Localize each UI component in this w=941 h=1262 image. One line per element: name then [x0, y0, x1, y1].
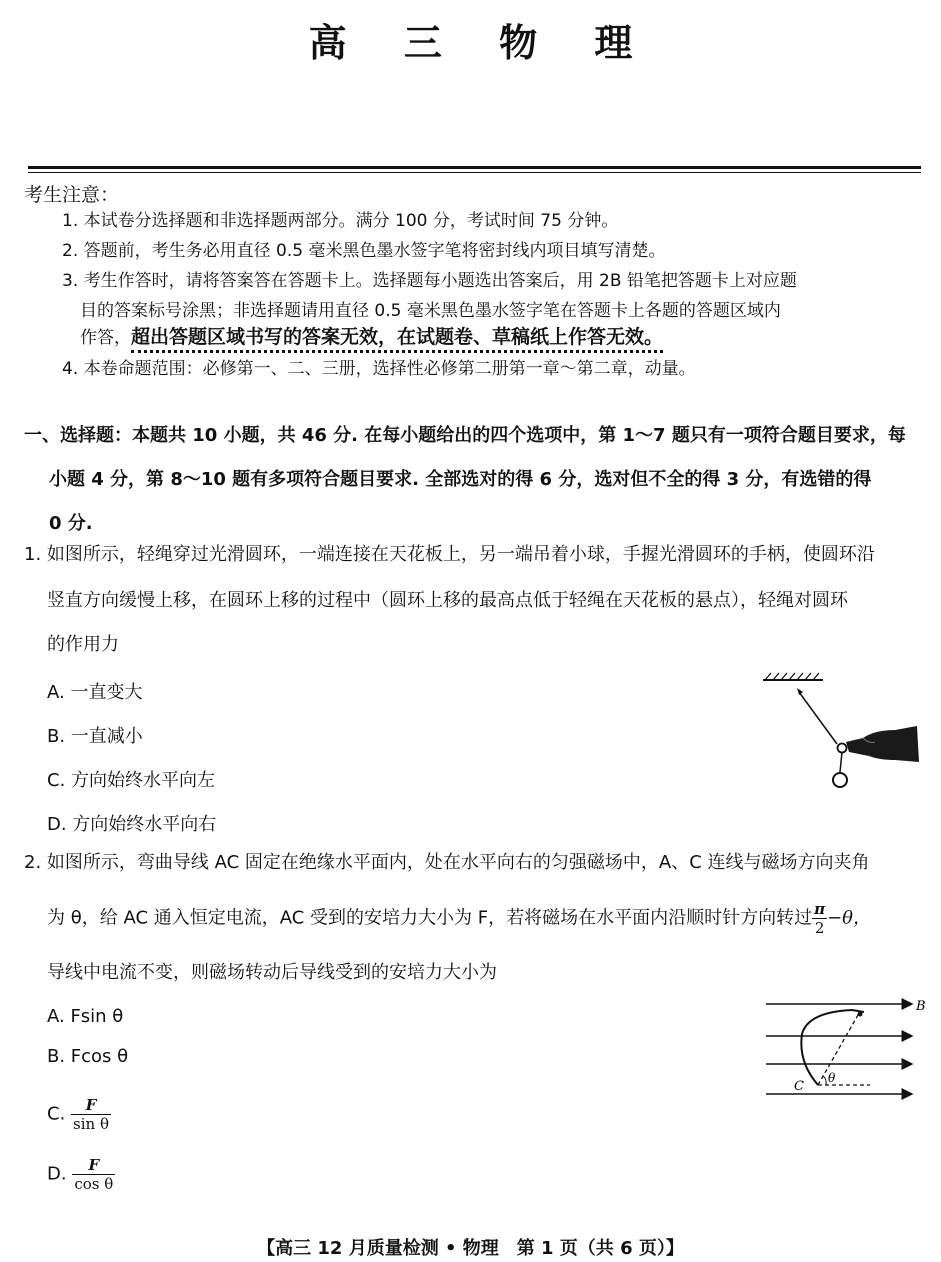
section-line-2: 小题 4 分，第 8～10 题有多项符合题目要求. 全部选对的得 6 分，选对但不全的得 3 分，有选错的得: [49, 469, 872, 490]
page-title: 高 三 物 理: [308, 20, 655, 65]
q2-stem-line-1-text: 2. 如图所示，弯曲导线 AC 固定在绝缘水平面内，处在水平向右的匀强磁场中，A、C 连线与磁场方向夹角: [24, 852, 870, 873]
q2-option-c-denominator: sin θ: [73, 1115, 109, 1133]
q2-stem-line-2-text: 为 θ，给 AC 通入恒定电流，AC 受到的安培力大小为 F，若将磁场在水平面内沿顺时针方向转过: [47, 907, 813, 929]
notice-item-3-cont: 目的答案标号涂黑；非选择题请用直径 0.5 毫米黑色墨水签字笔在答题卡上各题的答题区域内: [80, 301, 781, 321]
q1-stem-line-1: 1. 如图所示，轻绳穿过光滑圆环，一端连接在天花板上，另一端吊着小球，手握光滑圆环的手柄，使圆环沿: [24, 544, 875, 565]
q2-field-label-b: B: [916, 999, 926, 1014]
page-footer: 【高三 12 月质量检测 • 物理 第 1 页（共 6 页）】: [257, 1238, 684, 1259]
q2-option-d-numerator: F: [72, 1156, 115, 1175]
q2-option-d: [47, 1156, 115, 1193]
q2-figure: [760, 992, 935, 1107]
notice-item-3-prefix: 作答，: [80, 328, 131, 348]
q1-option-a: A. 一直变大: [47, 682, 143, 703]
q2-option-b: B. Fcos θ: [47, 1046, 129, 1067]
q2-stem-line-1: [24, 848, 870, 878]
q2-stem-line-2: [47, 900, 871, 937]
section-line-3: 0 分.: [49, 513, 93, 534]
notice-item-3-end: [80, 322, 930, 353]
q2-option-c-numerator: F: [71, 1096, 111, 1115]
q2-rotation-denominator: 2: [814, 919, 825, 937]
q1-option-c: C. 方向始终水平向左: [47, 770, 216, 791]
q2-option-a: A. Fsin θ: [47, 1006, 124, 1027]
notice-item-4: 4. 本卷命题范围：必修第一、二、三册，选择性必修第二册第一章～第二章，动量。: [62, 359, 696, 379]
notice-item-1: 1. 本试卷分选择题和非选择题两部分。满分 100 分，考试时间 75 分钟。: [62, 211, 619, 231]
q2-option-d-denominator: cos θ: [74, 1175, 114, 1193]
q2-option-d-label: D.: [47, 1163, 67, 1185]
q2-option-c-fraction: [71, 1096, 111, 1133]
q2-point-label-c: C: [794, 1079, 804, 1094]
notice-item-3: 3. 考生作答时，请将答案答在答题卡上。选择题每小题选出答案后，用 2B 铅笔把答题卡上对应题: [62, 271, 797, 291]
q2-rotation-fraction: [812, 900, 827, 937]
q2-option-c-label: C.: [47, 1103, 66, 1125]
q1-figure: [745, 668, 925, 798]
header-divider-thin: [28, 172, 921, 173]
q1-option-b: B. 一直减小: [47, 726, 143, 747]
q1-stem-line-2: 竖直方向缓慢上移，在圆环上移的过程中（圆环上移的最高点低于轻绳在天花板的悬点），轻绳对圆环: [47, 590, 848, 611]
notice-item-2: 2. 答题前，考生务必用直径 0.5 毫米黑色墨水签字笔将密封线内项目填写清楚。: [62, 241, 666, 261]
notice-emphasis: 超出答题区域书写的答案无效，在试题卷、草稿纸上作答无效。: [131, 326, 663, 353]
section-heading: [24, 414, 924, 546]
notice-heading: 考生注意：: [24, 184, 120, 206]
q2-angle-label: θ: [828, 1071, 836, 1085]
q1-stem-line-3: 的作用力: [47, 634, 119, 655]
q2-rotation-numerator: π: [814, 900, 826, 918]
header-divider: [28, 166, 921, 169]
section-line-1: 一、选择题：本题共 10 小题，共 46 分. 在每小题给出的四个选项中，第 1～7 题只有一项符合题目要求，每: [24, 425, 906, 446]
q2-rotation-tail: −θ，: [827, 907, 872, 929]
q2-stem-line-3: 导线中电流不变，则磁场转动后导线受到的安培力大小为: [47, 962, 497, 983]
q2-option-d-fraction: [72, 1156, 115, 1193]
q1-option-d: D. 方向始终水平向右: [47, 814, 217, 835]
q2-option-c: [47, 1096, 111, 1133]
